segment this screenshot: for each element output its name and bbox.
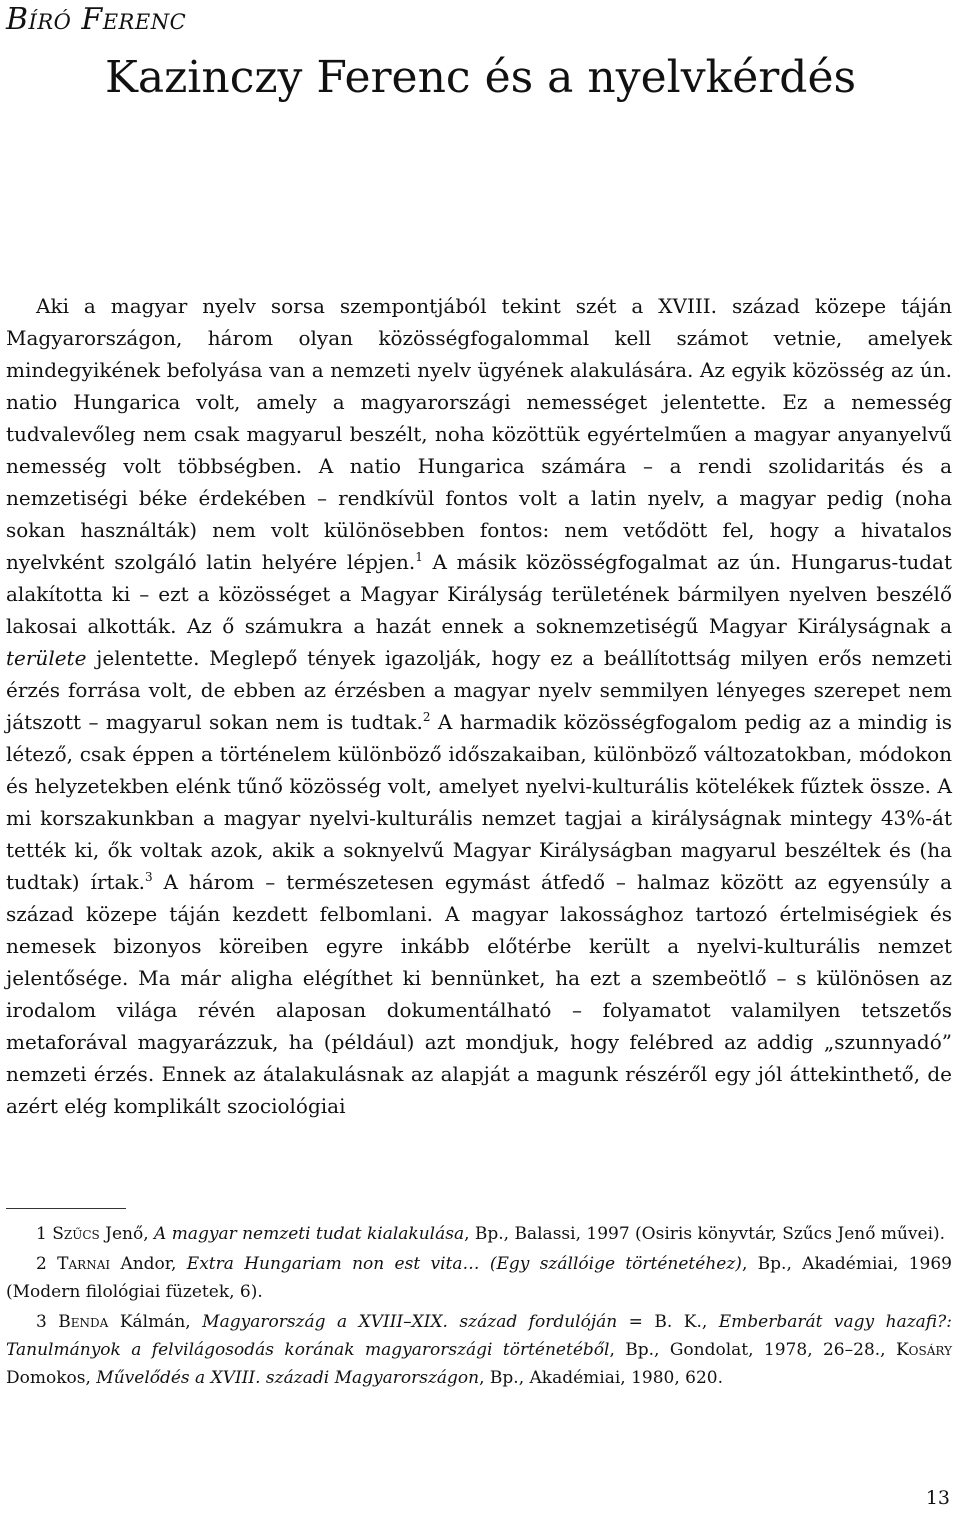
body-text: Aki a magyar nyelv sorsa szempontjából tekint szét a XVIII. század közepe táján Magyarországon, három olyan közösségfogalommal kell számot vetnie, amelyek mindegyikének befolyása van a nemzeti nyelv ügyének alakulására. Az egyik közösség az ún. natio Hungarica volt, amely a magyarországi nemességet jelentette. Ez a nemesség tudvalevőleg nem csak magyarul beszélt, noha közöttük egyértelműen a magyar anyanyelvű nemesség volt többségben. A natio Hungarica számára – a rendi szolidaritás és a nemzetiségi béke érdekében – rendkívül fontos volt a latin nyelv, a magyar pedig (noha sokan használták) nem volt különösebben fontos: nem vetődött fel, hogy a hivatalos nyelvként szolgáló latin helyére lépjen. [6, 294, 952, 574]
footnote-author-surname: Szűcs [52, 1224, 100, 1244]
footnote-author-surname: Benda [58, 1312, 109, 1332]
footnote [6, 1250, 952, 1306]
footnote-italic: A magyar nemzeti tudat kialakulása [154, 1224, 465, 1244]
footnote-text: Andor, [110, 1254, 187, 1274]
footnote-text: , Bp., Gondolat, 1978, 26–28., [609, 1340, 896, 1360]
footnote-text: Domokos, [6, 1368, 97, 1388]
footnote-ref: 3 [144, 870, 153, 884]
page-number: 13 [925, 1487, 950, 1509]
footnote-text: , Bp., Akadémiai, 1980, 620. [479, 1368, 724, 1388]
footnote-italic: Extra Hungariam non est vita… (Egy szállóige történetéhez) [186, 1254, 742, 1274]
article-title: Kazinczy Ferenc és a nyelvkérdés [105, 52, 857, 103]
body-text: A három – természetesen egymást átfedő – halmaz között az egyensúly a század közepe táján kezdett felbomlani. A magyar lakossághoz tartozó értelmiségiek és nemesek bizonyos köreiben egyre inkább előtérbe került a nyelvi-kulturális nemzet jelentősége. Ma már aligha elégíthet ki bennünket, ha ezt a szembeötlő – s különösen az irodalom világa révén alaposan dokumentálható – folyamatot valamilyen tetszetős metaforával magyarázzuk, ha (például) azt mondjuk, hogy felébred az addig „szunnyadó” nemzeti érzés. Ennek az átalakulásnak az alapját a magunk részéről egy jól áttekinthető, de azért elég komplikált szociológiai [6, 870, 952, 1118]
footnote-divider [6, 1208, 126, 1209]
footnote-text: , Bp., Balassi, 1997 (Osiris könyvtár, Szűcs Jenő művei). [464, 1224, 946, 1244]
footnote [6, 1220, 952, 1248]
footnote-text: Kálmán, [108, 1312, 203, 1332]
footnote-author-surname: Tarnai [57, 1254, 111, 1274]
author-name: Bíró Ferenc [6, 2, 187, 37]
footnote-text: = B. K., [617, 1312, 719, 1332]
body-italic: területe [6, 646, 87, 670]
body-text: A harmadik közösségfogalom pedig az a mindig is létező, csak éppen a történelem különböző időszakaiban, különböző változatokban, módokon és helyzetekben elénk tűnő közösség volt, amelyet nyelvi-kulturális kötelékek fűztek össze. A mi korszakunkban a magyar nyelvi-kulturális nemzet tagjai a királyságnak mintegy 43%-át tették ki, ők voltak azok, akik a soknyelvű Magyar Királyságban magyarul beszéltek és (ha tudtak) írtak. [6, 710, 953, 894]
footnote-italic: Magyarország a XVIII–XIX. század fordulóján [202, 1312, 618, 1332]
footnote-author-surname: Kosáry [895, 1340, 952, 1360]
footnote-ref: 2 [422, 710, 431, 724]
footnotes [6, 1220, 952, 1394]
footnote-italic: Emberbarát vagy hazafi?: Tanulmányok a felvilágosodás korának magyarországi történetéből [6, 1312, 952, 1360]
footnote-text: 2 [36, 1254, 58, 1274]
footnote-text: Jenő, [99, 1224, 155, 1244]
body-text: A másik közösségfogalmat az ún. Hungarus-tudat alakította ki – ezt a közösséget a Magyar Királyság területének bármilyen nyelven beszélő lakosai alkották. Az ő számukra a hazát ennek a soknemzetiségű Magyar Királyságnak a [6, 550, 952, 638]
footnote-text: , Bp., Akadémiai, 1969 (Modern filológiai füzetek, 6). [6, 1254, 952, 1302]
footnote-text: 3 [36, 1312, 59, 1332]
footnote [6, 1308, 952, 1392]
body-text: jelentette. Meglepő tények igazolják, hogy ez a beállítottság milyen erős nemzeti érzés forrása volt, de ebben az érzésben a magyar nyelv semmilyen lényeges szerepet nem játszott – magyarul sokan nem is tudtak. [6, 646, 952, 734]
footnote-text: 1 [36, 1224, 53, 1244]
footnote-ref: 1 [415, 550, 423, 564]
body-text [6, 290, 952, 1122]
body-paragraph [6, 290, 952, 1122]
footnote-italic: Művelődés a XVIII. századi Magyarországon [96, 1368, 480, 1388]
